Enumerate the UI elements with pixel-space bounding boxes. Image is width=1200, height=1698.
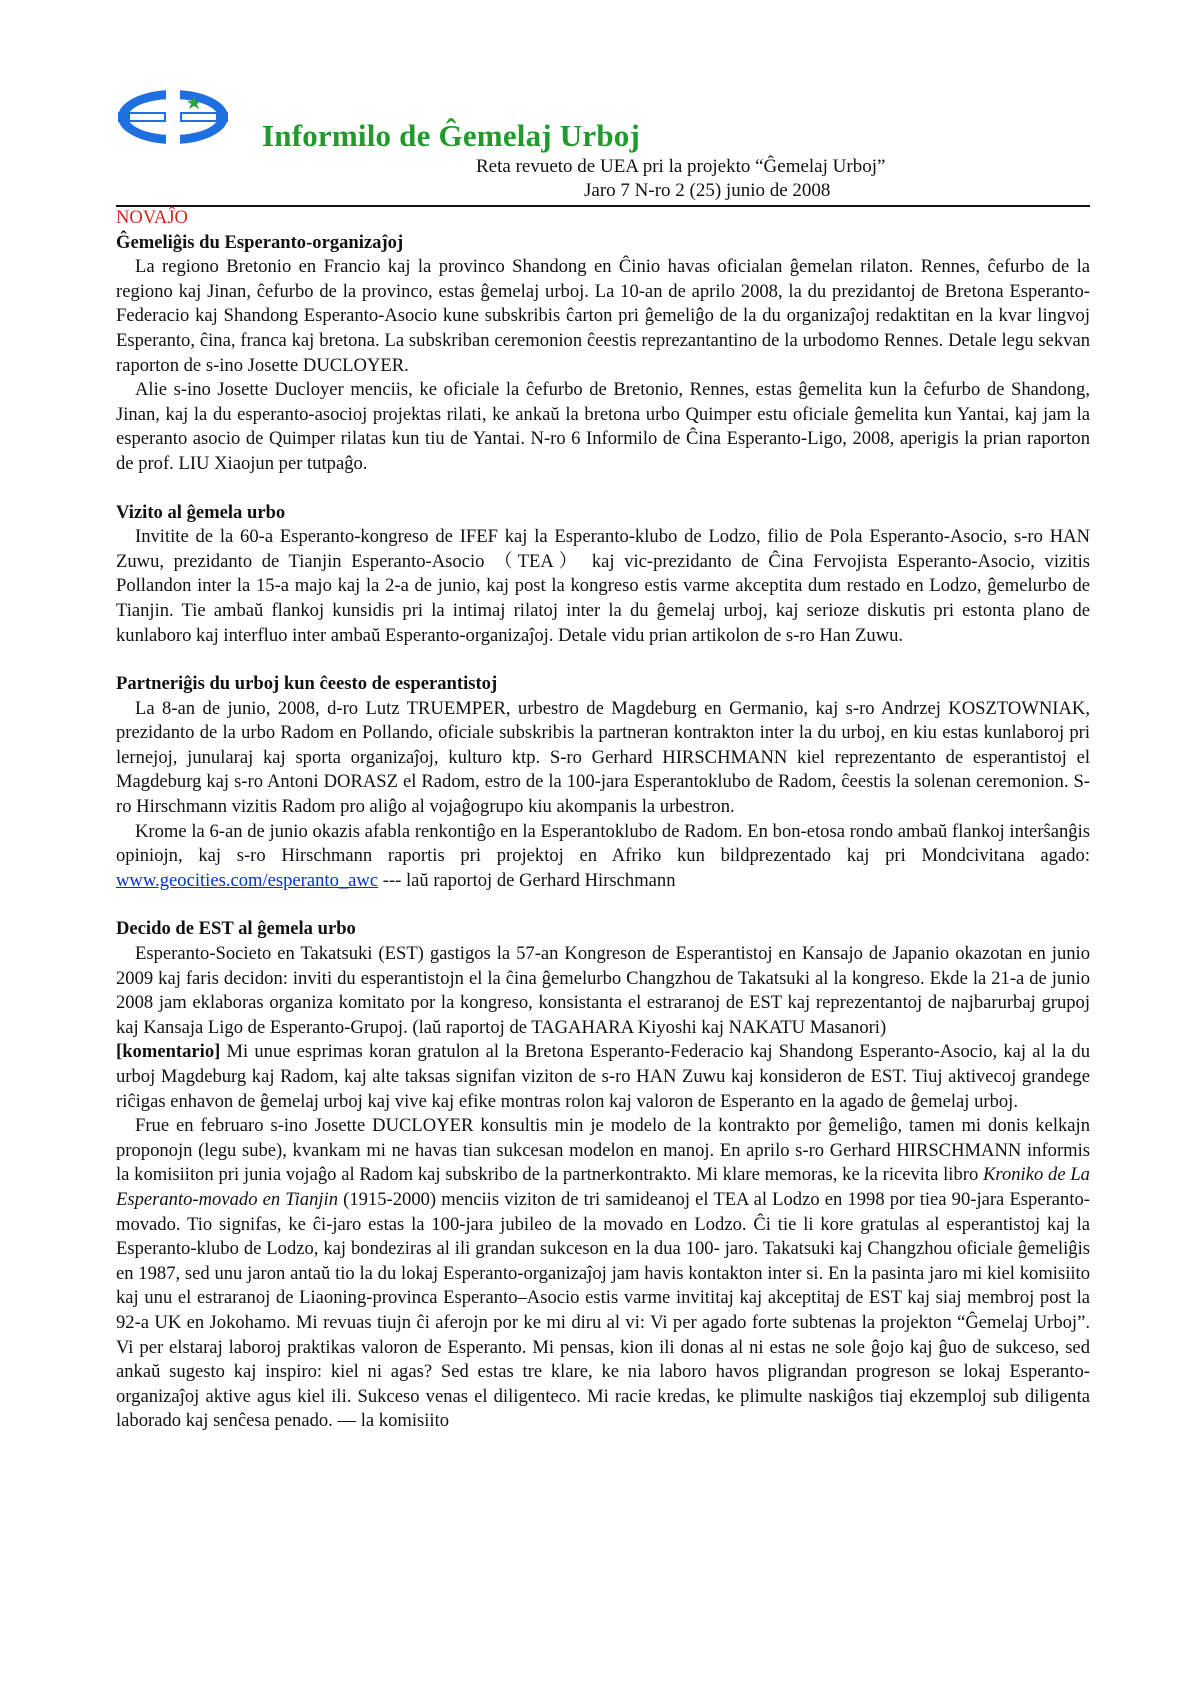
paragraph-text: (1915-2000) menciis viziton de tri samideanoj el TEA al Lodzo en 1998 por tiea 90-jara Esperanto-movado. Tio signifas, ke ĉi-jaro estas la 100-jara jubileo de la movado en Lodzo. Ĉi tie li kore gratulas al esperantistoj kaj la Esperanto-klubo de Lodzo, kaj bondeziras al ili grandan sukceson en la dua 100- jaro. Takatsuki kaj Changzhou oficiale ĝemeliĝis en 1987, sed unu jaron antaŭ tio la du lokaj Esperanto-organizaĵoj jam havis kontakton inter si. En la pasinta jaro mi kiel komisiito kaj unu el estraranoj de Liaoning-provinca Esperanto–Asocio estis varme invititaj kaj akceptitaj de EST kaj siaj membroj post la 92-a UK en Jokohamo. Mi revuas tiujn ĉi aferojn por ke mi diru al vi: Vi per agado forte subtenas la projekton “Ĝemelaj Urboj”. Vi per elstaraj laboroj praktikas valoron de Esperanto. Mi pensas, kion ili donas al ni estas ne sole ĝojo kaj ĝuo de sukceso, sed ankaŭ sugesto kaj inspiro: kiel ni agas? Sed estas tre klare, ke nia laboro havos pligrandan progreson se lokaj Esperanto-organizaĵoj aktive agus kiel ili. Sukceso venas el diligenteco. Mi racie kredas, ke plimulte naskiĝos tiaj ekzemploj sub diligenta laborado kaj senĉesa penado. — la komisiito bbox=[116, 1188, 1090, 1432]
article-paragraph: Alie s-ino Josette Ducloyer menciis, ke oficiale la ĉefurbo de Bretonio, Rennes, estas ĝemelita kun la ĉefurbo de Shandong, Jinan, kaj la du esperanto-asocioj projektas rilati, ke ankaŭ la bretona urbo Quimper estu oficiale ĝemelita kun Yantai, kaj jam la esperanto asocio de Quimper rilatas kun tiu de Yantai. N-ro 6 Informilo de Ĉina Esperanto-Ligo, 2008, aperigis la prian raporton de prof. LIU Xiaojun per tutpaĝo. bbox=[116, 379, 1090, 474]
article-paragraph bbox=[116, 820, 1090, 894]
article-partnership bbox=[116, 672, 1090, 893]
section-label: NOVAĴO bbox=[116, 207, 188, 228]
article-paragraph: Esperanto-Societo en Takatsuki (EST) gastigos la 57-an Kongreson de Esperantistoj en Kansajo de Japanio okazotan en junio 2009 kaj faris decidon: inviti du esperantistojn el la ĉina ĝemelurbo Changzhou de Takatsuki al la kongreso. Ekde la 21-a de junio 2008 jam eklaboras organiza komitato por la kongreso, konsistanta el estraranoj de EST kaj reprezentantoj de najbarurbaj grupoj kaj Kansaja Ligo de Esperanto-Grupoj. (laŭ raportoj de TAGAHARA Kiyoshi kaj NAKATU Masanori) bbox=[116, 943, 1090, 1038]
article-title: Partneriĝis du urboj kun ĉeesto de esperantistoj bbox=[116, 673, 498, 695]
article-paragraph bbox=[116, 1114, 1090, 1434]
article-visit-twin-city bbox=[116, 501, 1090, 649]
paragraph-text: Mi unue esprimas koran gratulon al la Bretona Esperanto-Federacio kaj Shandong Esperanto-Asocio, kaj al la du urboj Magdeburg kaj Radom, kaj alte taksas signifan viziton de s-ro HAN Zuwu kaj konsideron de EST. Tiuj aktivecoj grandege riĉigas enhavon de ĝemelaj urboj kaj vive kaj efike montras rolon kaj valoron de Esperanto en la agado de ĝemelaj urboj. bbox=[116, 1041, 1090, 1112]
main-content bbox=[116, 206, 1090, 1434]
newsletter-title: Informilo de Ĝemelaj Urboj bbox=[262, 118, 640, 153]
article-paragraph: La regiono Bretonio en Francio kaj la provinco Shandong en Ĉinio havas oficialan ĝemelan rilaton. Rennes, ĉefurbo de la regiono kaj Jinan, ĉefurbo de la provinco, estas ĝemelaj urboj. La 10-an de aprilo 2008, la du prezidantoj de Bretona Esperanto-Federacio kaj Shandong Esperanto-Asocio kune subskribis ĉarton pri ĝemeliĝo de la du organizaĵoj redaktitan en la kvar lingvoj Esperanto, ĉina, franca kaj bretona. La subskriban ceremonion ĉeestis reprezantantino de la urbodomo Rennes. Detale legu sekvan raporton de s-ino Josette DUCLOYER. bbox=[116, 256, 1090, 376]
article-title: Vizito al ĝemela urbo bbox=[116, 501, 286, 523]
paragraph-text: --- laŭ raportoj de Gerhard Hirschmann bbox=[378, 869, 676, 891]
book-title: Kroniko de La Esperanto-movado en Tianjin bbox=[116, 1164, 1090, 1210]
article-title: Ĝemeliĝis du Esperanto-organizaĵoj bbox=[116, 231, 404, 253]
comment-paragraph bbox=[116, 1040, 1090, 1114]
esperanto-logo bbox=[116, 88, 230, 146]
article-paragraph: Invitite de la 60-a Esperanto-kongreso de IFEF kaj la Esperanto-klubo de Lodzo, filio de Pola Esperanto-Asocio, s-ro HAN Zuwu, prezidanto de Tianjin Esperanto-Asocio （TEA） kaj vic-prezidanto de Ĉina Fervojista Esperanto-Asocio, vizitis Pollandon inter la 15-a majo kaj la 2-a de junio, kaj post la kongreso estis varme akceptita dum restado en Lodzo, ĝemelurbo de Tianjin. Tie ambaŭ flankoj kunsidis pri la intimaj rilatoj inter la du ĝemelaj urboj, kaj serioze diskutis pri estonta plano de kunlaboro kaj interfluo inter ambaŭ Esperanto-organizaĵoj. Detale vidu prian artikolon de s-ro Han Zuwu. bbox=[116, 526, 1090, 646]
paragraph-text: Frue en februaro s-ino Josette DUCLOYER konsultis min je modelo de la kontrakto por ĝemeliĝo, tamen mi donis kelkajn proponojn (legu sube), kvankam mi ne havas tian sukcesan modelon en manoj. En aprilo s-ro Gerhard HIRSCHMANN informis la komisiiton pri junia vojaĝo al Radom kaj subskribo de la partnerkontrakto. Mi klare memoras, ke la ricevita libro bbox=[116, 1115, 1090, 1186]
article-est-decision bbox=[116, 917, 1090, 1433]
article-title: Decido de EST al ĝemela urbo bbox=[116, 918, 356, 940]
article-twinning-organizations bbox=[116, 231, 1090, 477]
newsletter-subtitle: Reta revueto de UEA pri la projekto “Ĝemelaj Urboj” bbox=[476, 156, 886, 177]
paragraph-text: Krome la 6-an de junio okazis afabla renkontiĝo en la Esperantoklubo de Radom. En bon-etosa rondo ambaŭ flankoj interŝanĝis opiniojn, kaj s-ro Hirschmann raportis pri projektoj en Afriko kun bildprezentado kaj pri Mondcivitana agado: bbox=[116, 820, 1090, 867]
article-paragraph: La 8-an de junio, 2008, d-ro Lutz TRUEMPER, urbestro de Magdeburg en Germanio, kaj s-ro Andrzej KOSZTOWNIAK, prezidanto de la urbo Radom en Pollando, oficiale subskribis la partneran kontrakton inter la du urboj, en kiu estas kunlaboroj pri lernejoj, junularaj kaj sporta organizaĵoj, kulturo ktp. S-ro Gerhard HIRSCHMANN kiel reprezentanto de esperantistoj el Magdeburg kaj s-ro Antoni DORASZ el Radom, estro de la 100-jara Esperantoklubo de Radom, ĉeestis la solenan ceremonion. S-ro Hirschmann vizitis Radom pro aliĝo al vojaĝogrupo kiu akompanis la urbestron. bbox=[116, 697, 1090, 818]
issue-info: Jaro 7 N-ro 2 (25) junio de 2008 bbox=[584, 180, 831, 201]
geocities-link[interactable]: www.geocities.com/esperanto_awc bbox=[116, 869, 379, 891]
comment-label: [komentario] bbox=[116, 1041, 221, 1063]
